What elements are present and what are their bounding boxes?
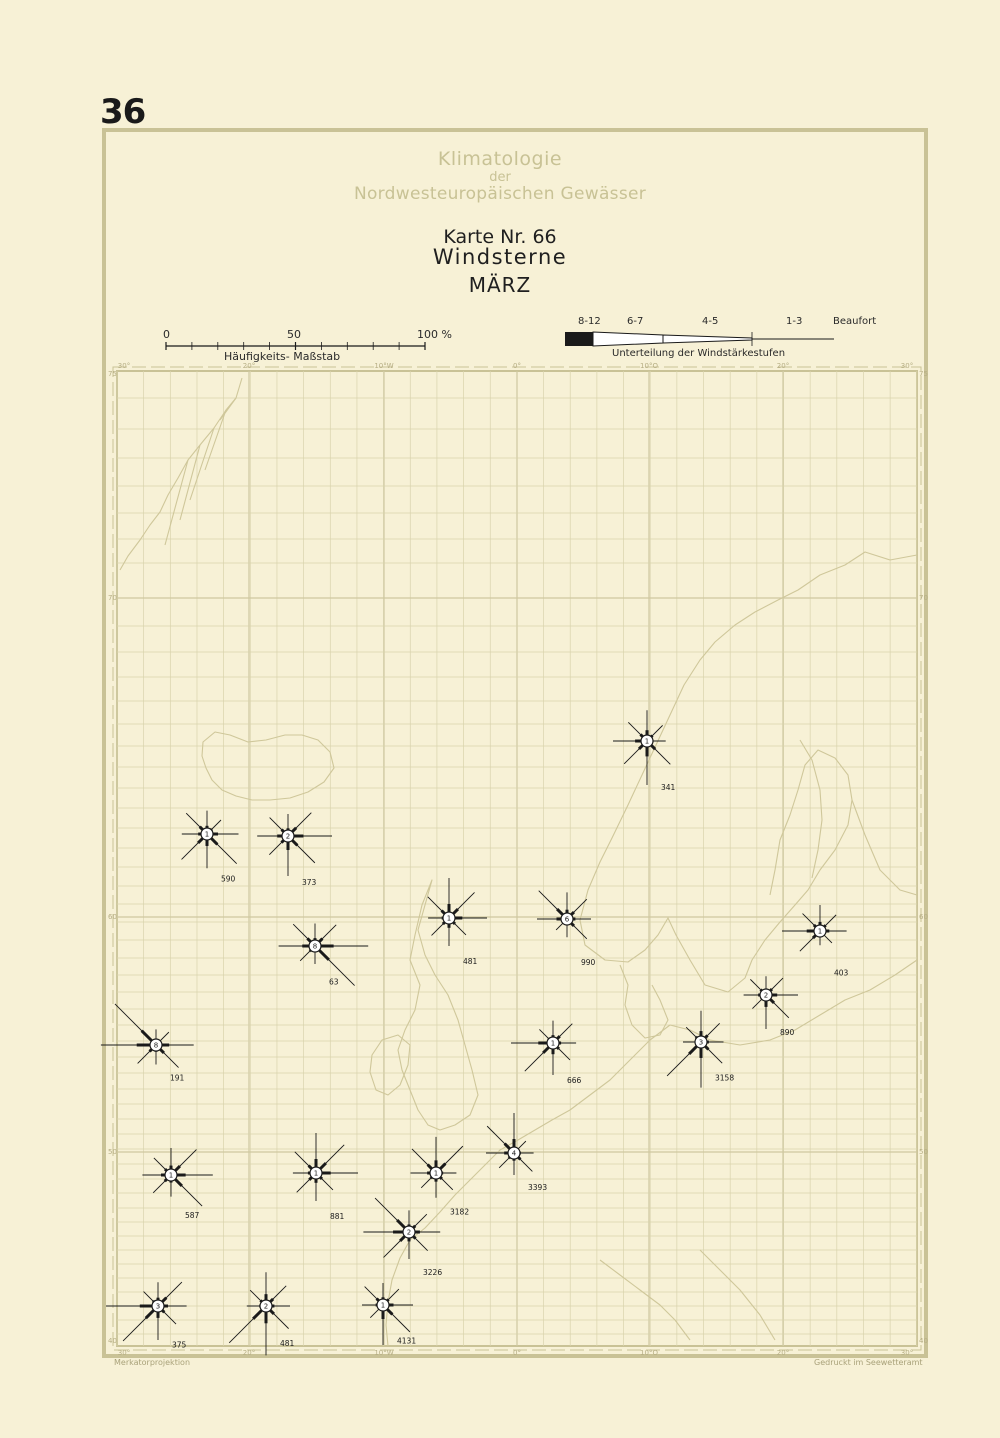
- force-class-4-5: 4-5: [702, 316, 719, 327]
- lon-label-bottom: 30°: [117, 1349, 131, 1357]
- force-scale-bar: [565, 332, 834, 346]
- observation-count: 590: [221, 874, 236, 884]
- calm-value: 1: [550, 1039, 556, 1048]
- lat-label-right: 60: [919, 913, 928, 921]
- wind-star-iberia-north: [362, 1283, 416, 1346]
- calm-value: 2: [406, 1228, 412, 1237]
- force-segment-8-12: [565, 332, 593, 346]
- observation-count: 403: [834, 968, 849, 978]
- lat-label-left: 50: [108, 1148, 117, 1156]
- observation-count: 481: [463, 957, 478, 966]
- calm-value: 1: [313, 1169, 319, 1178]
- calm-value: 3: [698, 1038, 704, 1047]
- series-title: Klimatologie: [437, 148, 563, 170]
- graticule: [108, 362, 928, 1357]
- calm-value: 2: [285, 832, 291, 841]
- observation-count: 3158: [715, 1073, 735, 1083]
- calm-value: 8: [312, 942, 318, 951]
- calm-value: 2: [763, 991, 769, 1000]
- lon-label-top: 10°W: [374, 362, 394, 370]
- italy-coast: [600, 1260, 690, 1340]
- lat-label-right: 50: [919, 1148, 928, 1156]
- wind-stars: [101, 710, 849, 1355]
- lat-label-right: 70: [919, 594, 928, 602]
- observation-count: 666: [567, 1076, 582, 1085]
- freq-scale-caption: Häufigkeits- Maßstab: [224, 350, 341, 363]
- lat-label-right: 75: [919, 370, 928, 378]
- calm-value: 1: [204, 830, 210, 839]
- wind-star-biscay: [363, 1198, 442, 1277]
- lon-label-bottom: 0°: [513, 1349, 521, 1357]
- observation-count: 3393: [528, 1183, 548, 1192]
- lon-label-top: 0°: [513, 362, 521, 370]
- lon-label-top: 20°: [242, 362, 256, 370]
- greenland-fjords: [165, 398, 236, 545]
- freq-scale-tick-0: 0: [163, 328, 170, 341]
- force-segment-6-7: [593, 332, 663, 346]
- calm-value: 1: [817, 927, 823, 936]
- printer-note: Gedruckt im Seewetteramt: [814, 1358, 923, 1367]
- balkan-coast: [700, 1250, 775, 1340]
- force-scale-unit: Beaufort: [833, 316, 877, 327]
- observation-count: 587: [185, 1211, 200, 1220]
- lat-label-right: 40: [919, 1337, 928, 1345]
- coastlines: [120, 378, 917, 1346]
- force-class-1-3: 1-3: [786, 316, 803, 327]
- series-title-der: der: [489, 170, 511, 185]
- wind-star-aland: [782, 905, 849, 978]
- lon-label-bottom: 20°: [242, 1349, 256, 1357]
- observation-count: 481: [280, 1339, 295, 1348]
- freq-scale-tick-100: 100 %: [417, 328, 452, 341]
- ireland-coast: [370, 1035, 410, 1095]
- force-class-6-7: 6-7: [627, 316, 644, 327]
- calm-value: 3: [155, 1302, 161, 1311]
- lat-label-left: 70: [108, 594, 117, 602]
- calm-value: 1: [433, 1169, 439, 1178]
- calm-value: 1: [168, 1171, 174, 1180]
- calm-value: 1: [380, 1301, 386, 1310]
- observation-count: 3226: [423, 1268, 443, 1277]
- map-number: Karte Nr. 66: [443, 226, 557, 248]
- observation-count: 373: [302, 878, 317, 887]
- finland-coast: [852, 800, 917, 895]
- observation-count: 990: [581, 958, 596, 967]
- force-scale-caption: Unterteilung der Windstärkestufen: [612, 348, 786, 359]
- lon-label-bottom: 10°O: [640, 1349, 658, 1357]
- lat-label-left: 75: [108, 370, 117, 378]
- freq-scale-tick-50: 50: [287, 328, 301, 341]
- calm-value: 1: [644, 737, 650, 746]
- lon-label-top: 30°: [117, 362, 131, 370]
- lon-label-bottom: 30°: [900, 1349, 914, 1357]
- calm-value: 4: [511, 1149, 517, 1158]
- observation-count: 3182: [450, 1207, 470, 1217]
- wind-star-iceland-south: [257, 813, 332, 887]
- observation-count: 881: [330, 1212, 345, 1221]
- lat-label-left: 40: [108, 1337, 117, 1345]
- calm-value: 2: [263, 1302, 269, 1311]
- denmark-coast: [620, 965, 668, 1038]
- observation-count: 4131: [397, 1336, 417, 1346]
- force-segment-4-5: [663, 335, 752, 343]
- wind-star-north-sea: [511, 1021, 582, 1085]
- observation-count: 63: [329, 977, 339, 987]
- lon-label-bottom: 20°: [776, 1349, 790, 1357]
- calm-value: 8: [153, 1041, 159, 1050]
- page-number: 36: [100, 92, 146, 132]
- observation-count: 191: [170, 1073, 185, 1083]
- lon-label-top: 20°: [776, 362, 790, 370]
- wind-star-iceland-west: [182, 811, 239, 884]
- observation-count: 375: [172, 1340, 187, 1350]
- force-class-8-12: 8-12: [578, 316, 601, 327]
- observation-count: 341: [661, 783, 676, 792]
- wind-star-norway-west: [537, 891, 596, 967]
- frequency-scale-bar: [166, 342, 425, 350]
- lon-label-bottom: 10°W: [374, 1349, 394, 1357]
- map-month: MÄRZ: [468, 273, 532, 297]
- observation-count: 890: [780, 1028, 795, 1037]
- lon-label-top: 30°: [900, 362, 914, 370]
- wind-star-baltic-east: [744, 976, 798, 1037]
- gulf-bothnia: [800, 740, 822, 878]
- calm-value: 1: [446, 914, 452, 923]
- wind-star-faroe-west: [279, 924, 369, 987]
- iceland-coast: [202, 732, 334, 800]
- projection-note: Merkatorprojektion: [114, 1358, 191, 1367]
- map-subject: Windsterne: [432, 245, 568, 269]
- wind-star-atlantic-55n: [101, 1004, 194, 1083]
- norway-sweden-coast: [580, 552, 917, 992]
- wind-star-atlantic-50n-west: [142, 1148, 212, 1220]
- calm-value: 6: [564, 915, 570, 924]
- wind-star-atlantic-45n-mid: [229, 1272, 294, 1355]
- series-title-region: Nordwesteuropäischen Gewässer: [353, 184, 647, 204]
- lon-label-top: 10°O: [640, 362, 658, 370]
- lat-label-left: 60: [108, 913, 117, 921]
